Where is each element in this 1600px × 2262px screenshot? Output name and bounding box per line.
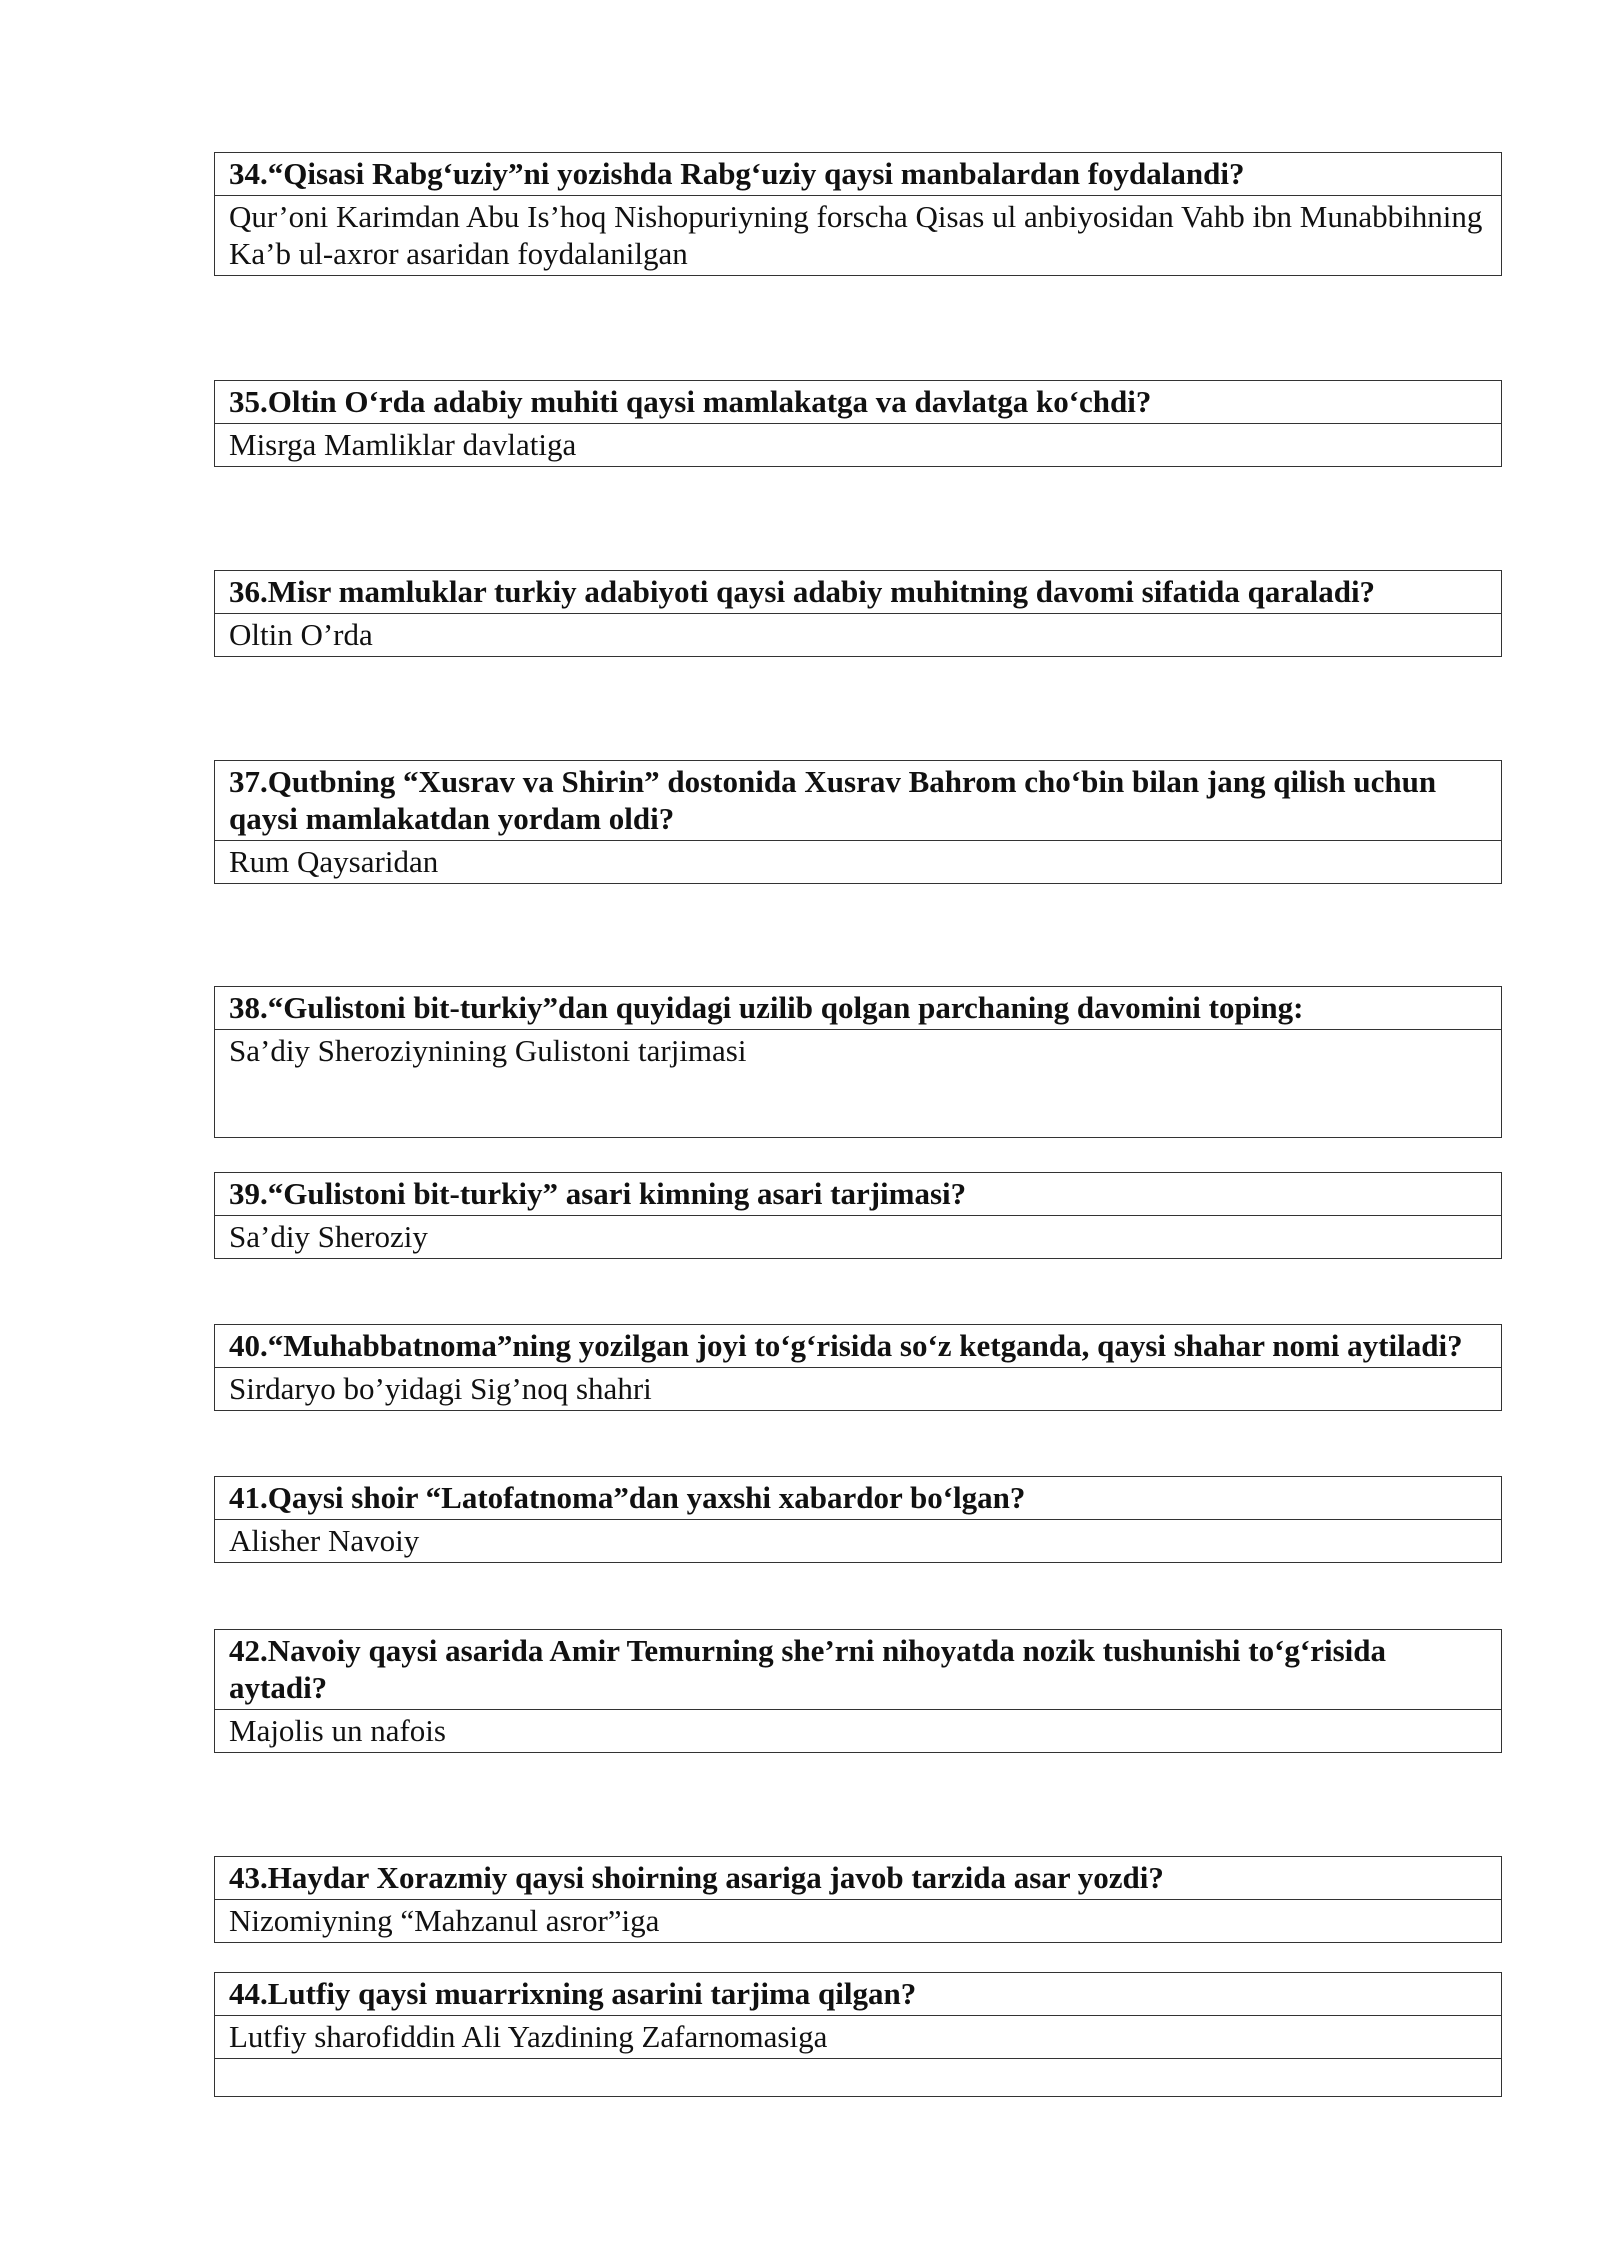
question-block-42 — [214, 1629, 1502, 1753]
answer-text: Sirdaryo bo’yidagi Sig’noq shahri — [215, 1367, 1501, 1410]
question-text: 39.“Gulistoni bit-turkiy” asari kimning asari tarjimasi? — [229, 1176, 967, 1211]
empty-row — [215, 2058, 1501, 2096]
answer-text: Alisher Navoiy — [215, 1519, 1501, 1562]
question-block-38 — [214, 986, 1502, 1138]
question-block-44 — [214, 1972, 1502, 2097]
question-block-36 — [214, 570, 1502, 657]
question-block-37 — [214, 760, 1502, 884]
answer-text: Qur’oni Karimdan Abu Is’hoq Nishopuriyning forscha Qisas ul anbiyosidan Vahb ibn Munabbihning Ka’b ul-axror asaridan foydalanilgan — [215, 195, 1501, 275]
answer-text: Majolis un nafois — [215, 1709, 1501, 1752]
question-block-35 — [214, 380, 1502, 467]
question-block-39 — [214, 1172, 1502, 1259]
question-text: 42.Navoiy qaysi asarida Amir Temurning she’rni nihoyatda nozik tushunishi to‘g‘risida aytadi? — [229, 1633, 1387, 1705]
question-text: 36.Misr mamluklar turkiy adabiyoti qaysi adabiy muhitning davomi sifatida qaraladi? — [229, 574, 1376, 609]
question-text: 41.Qaysi shoir “Latofatnoma”dan yaxshi xabardor bo‘lgan? — [229, 1480, 1026, 1515]
question-text: 34.“Qisasi Rabg‘uziy”ni yozishda Rabg‘uziy qaysi manbalardan foydalandi? — [229, 156, 1245, 191]
question-block-43 — [214, 1856, 1502, 1943]
answer-text: Sa’diy Sheroziy — [215, 1215, 1501, 1258]
answer-text: Oltin O’rda — [215, 613, 1501, 656]
question-text: 43.Haydar Xorazmiy qaysi shoirning asariga javob tarzida asar yozdi? — [229, 1860, 1164, 1895]
answer-text: Nizomiyning “Mahzanul asror”iga — [215, 1899, 1501, 1942]
answer-text: Misrga Mamliklar davlatiga — [215, 423, 1501, 466]
question-text: 35.Oltin O‘rda adabiy muhiti qaysi mamlakatga va davlatga ko‘chdi? — [229, 384, 1152, 419]
question-block-41 — [214, 1476, 1502, 1563]
question-text: 44.Lutfiy qaysi muarrixning asarini tarjima qilgan? — [229, 1976, 917, 2011]
question-block-34 — [214, 152, 1502, 276]
question-block-40 — [214, 1324, 1502, 1411]
answer-text: Sa’diy Sheroziynining Gulistoni tarjimasi — [215, 1029, 1501, 1137]
answer-text: Lutfiy sharofiddin Ali Yazdining Zafarnomasiga — [215, 2015, 1501, 2058]
question-text: 40.“Muhabbatnoma”ning yozilgan joyi to‘g‘risida so‘z ketganda, qaysi shahar nomi aytiladi? — [229, 1328, 1463, 1363]
question-text: 38.“Gulistoni bit-turkiy”dan quyidagi uzilib qolgan parchaning davomini toping: — [229, 990, 1304, 1025]
answer-text: Rum Qaysaridan — [215, 840, 1501, 883]
question-text: 37.Qutbning “Xusrav va Shirin” dostonida Xusrav Bahrom cho‘bin bilan jang qilish uchun qaysi mamlakatdan yordam oldi? — [229, 764, 1437, 836]
